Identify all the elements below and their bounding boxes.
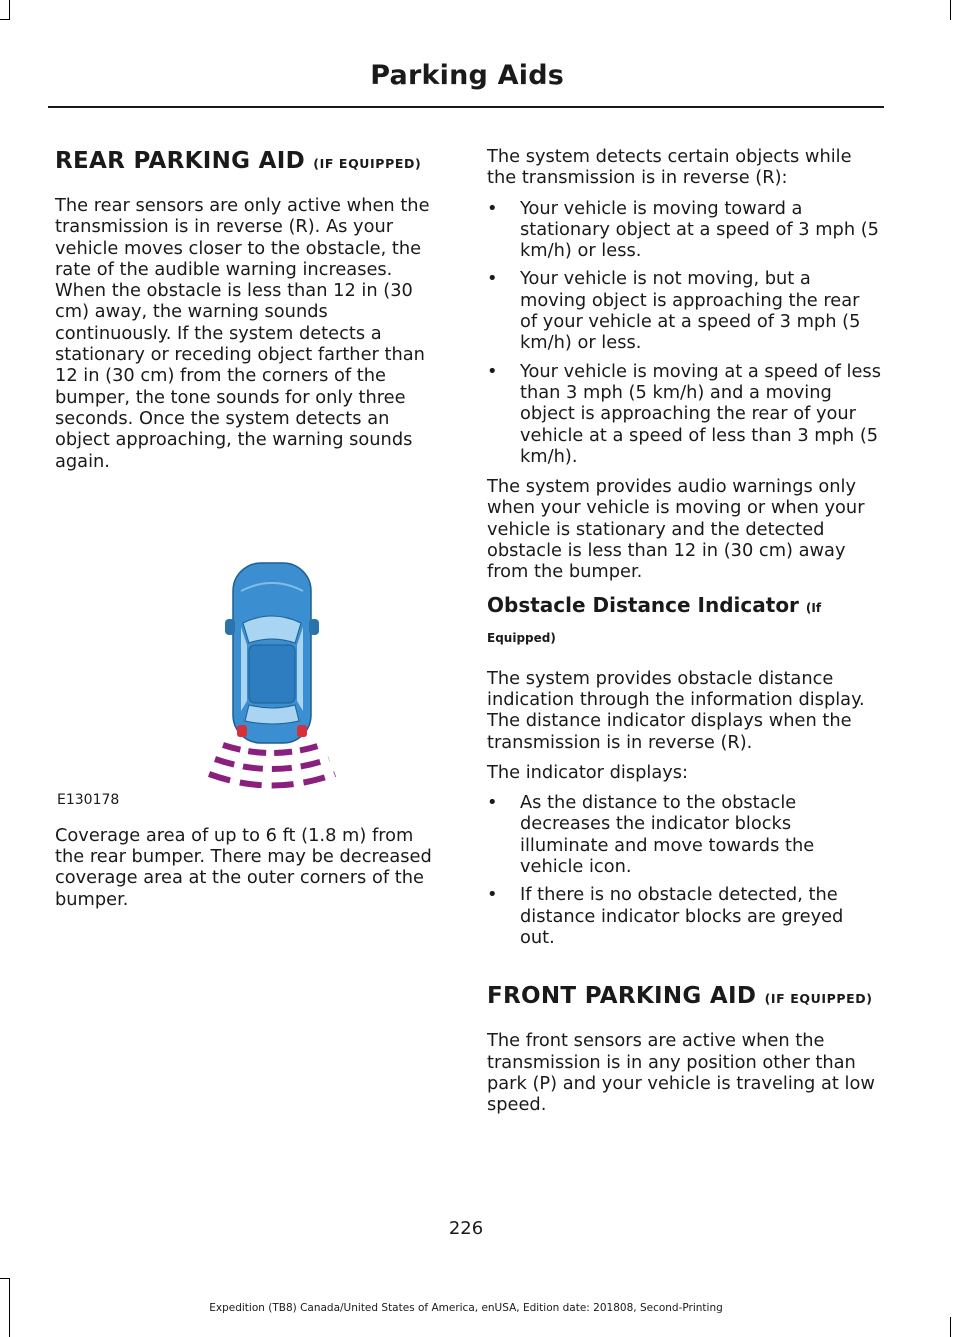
bullet-icon: • bbox=[487, 884, 498, 906]
crop-mark bbox=[0, 1278, 10, 1279]
bullet-icon: • bbox=[487, 792, 498, 814]
detect-intro: The system detects certain objects while the transmission is in reverse (R): bbox=[487, 146, 852, 189]
rear-sensors-paragraph: The rear sensors are only active when the transmission is in reverse (R). As your vehicle moves closer to the obstacle, the rate of the audible warning increases. When the obstacle is less than 12 in (30 cm) away, the warning sounds continuously. If the system detects a stationary or receding object farther than 12 in (30 cm) from the corners of the bumper, the tone sounds for only three seconds. Once the system detects an object approaching, the warning sounds again. bbox=[55, 195, 430, 472]
rear-parking-aid-heading bbox=[55, 146, 447, 179]
heading-note: (If Equipped) bbox=[487, 600, 822, 645]
crop-mark bbox=[950, 1317, 951, 1337]
bullet-icon: • bbox=[487, 197, 498, 219]
heading-note: (IF EQUIPPED) bbox=[313, 156, 422, 171]
page-number: 226 bbox=[448, 1218, 484, 1239]
bullet-icon: • bbox=[487, 268, 498, 290]
list-item bbox=[487, 268, 881, 353]
rear-coverage-figure bbox=[55, 481, 447, 811]
crop-mark bbox=[9, 0, 10, 20]
obstacle-paragraph: The system provides obstacle distance indication through the information display. The distance indicator displays when the transmission is in reverse (R). bbox=[487, 667, 865, 753]
list-item bbox=[487, 792, 881, 877]
list-item bbox=[487, 884, 881, 948]
list-item-text: If there is no obstacle detected, the distance indicator blocks are greyed out. bbox=[520, 884, 844, 948]
indicator-intro: The indicator displays: bbox=[487, 761, 689, 783]
edition-footer: Expedition (TB8) Canada/United States of America, enUSA, Edition date: 201808, Second-Printing bbox=[209, 1302, 723, 1314]
crop-mark bbox=[950, 0, 951, 20]
indicator-list bbox=[487, 792, 881, 948]
page-title: Parking Aids bbox=[370, 60, 564, 91]
header-divider bbox=[48, 106, 884, 108]
heading-text: REAR PARKING AID bbox=[55, 148, 305, 174]
obstacle-indicator-heading bbox=[487, 592, 881, 652]
list-item-text: Your vehicle is not moving, but a moving object is approaching the rear of your vehicle at a speed of 3 mph (5 km/h) or less. bbox=[520, 268, 861, 354]
left-column bbox=[55, 146, 447, 919]
figure-id: E130178 bbox=[57, 791, 120, 808]
front-sensors-paragraph: The front sensors are active when the transmission is in any position other than park (P) and your vehicle is traveling at low speed. bbox=[487, 1030, 875, 1116]
right-column bbox=[487, 146, 881, 1124]
list-item bbox=[487, 198, 881, 262]
heading-text: Obstacle Distance Indicator bbox=[487, 592, 799, 617]
heading-note: (IF EQUIPPED) bbox=[764, 991, 873, 1007]
list-item bbox=[487, 361, 881, 467]
bullet-icon: • bbox=[487, 360, 498, 382]
list-item-text: Your vehicle is moving toward a stationary object at a speed of 3 mph (5 km/h) or less. bbox=[520, 197, 879, 262]
coverage-paragraph: Coverage area of up to 6 ft (1.8 m) from the rear bumper. There may be decreased coverage area at the outer corners of the bumper. bbox=[55, 824, 432, 910]
list-item-text: Your vehicle is moving at a speed of less than 3 mph (5 km/h) and a moving object is approaching the rear of your vehicle at a speed of less than 3 mph (5 km/h). bbox=[520, 360, 881, 467]
heading-text: FRONT PARKING AID bbox=[487, 983, 757, 1010]
list-item-text: As the distance to the obstacle decreases the indicator blocks illuminate and move towards the vehicle icon. bbox=[520, 792, 815, 878]
car-top-view-icon bbox=[195, 561, 355, 793]
front-parking-aid-heading bbox=[487, 981, 881, 1014]
detect-list bbox=[487, 198, 881, 468]
audio-warning-paragraph: The system provides audio warnings only when your vehicle is moving or when your vehicle is stationary and the detected obstacle is less than 12 in (30 cm) away from the bumper. bbox=[487, 476, 865, 583]
crop-mark bbox=[0, 19, 10, 20]
